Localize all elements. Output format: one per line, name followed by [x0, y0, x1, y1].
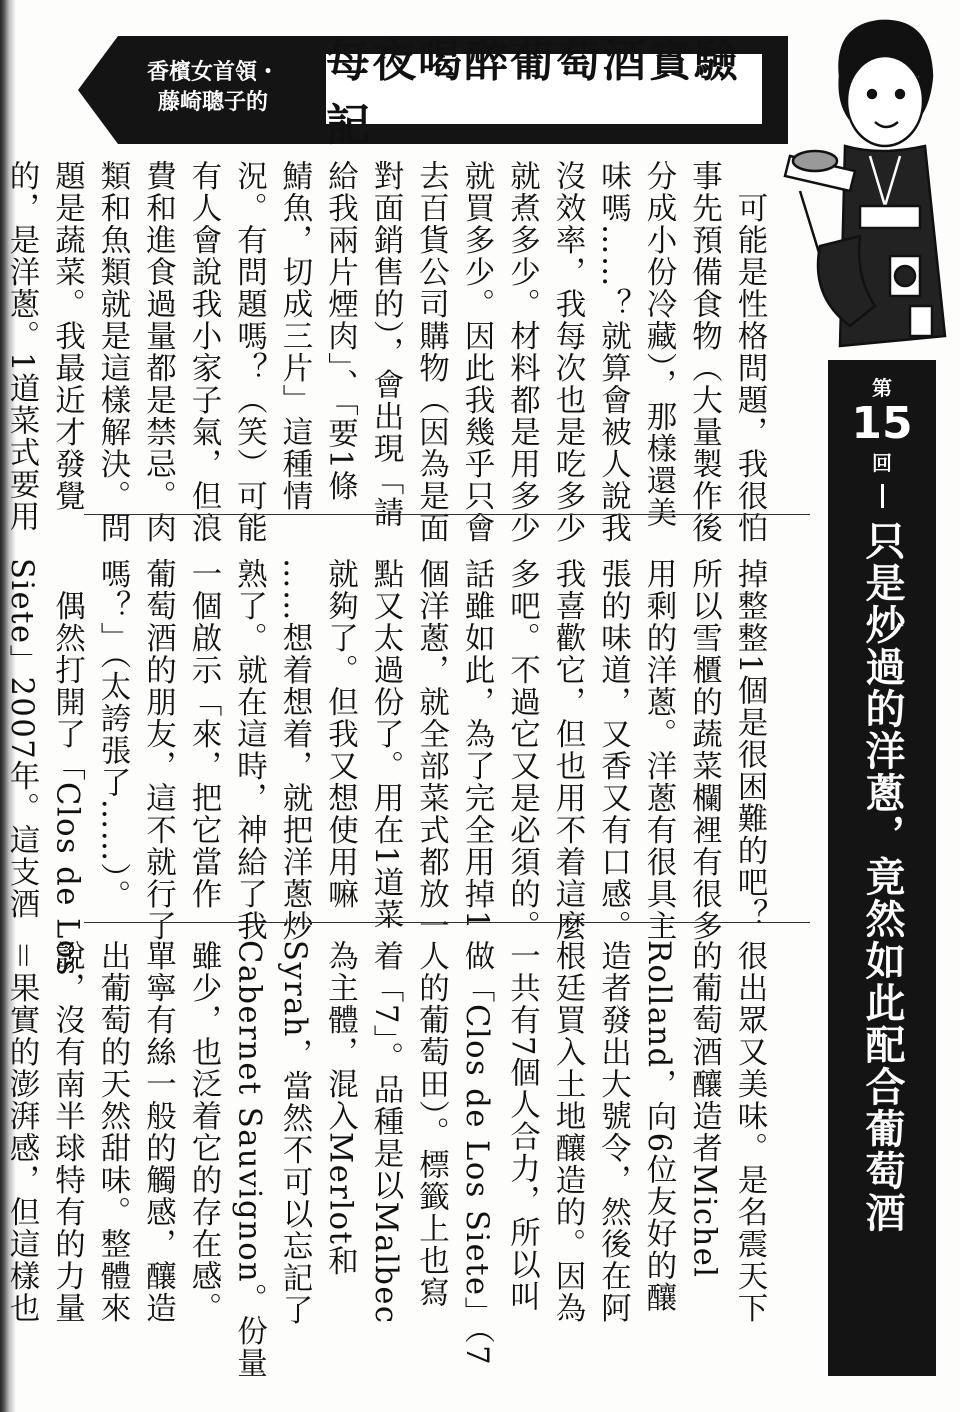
banner-title-box	[322, 36, 766, 151]
page-title: 每夜喝醉葡萄酒實驗記	[326, 36, 740, 151]
banner-subtitle-line2: 藤崎聰子的	[157, 90, 268, 115]
chapter-suffix: 回	[872, 451, 892, 475]
chapter-number-value: 15	[851, 398, 913, 449]
text-block-1: 可能是性格問題，我很怕 事先預備食物（大量製作後 分成小份冷藏），那樣還美 味嗎……？就算會被人說我 沒效率，我每次也是吃多少 就煮多少。材料都是用多少 就買多少。因此我幾乎只會 去百貨公司購物（因為是面 對面銷售的），會出現「請 給我兩片煙肉」、「要1條 鯖魚，切成三片」這種情 況。有問題嗎？（笑）可能 有人會說我小家子氣，但浪 費和進食過量都是禁忌。肉 類和魚類就是這樣解決。問 題是蔬菜。我最近才發覺 的，是洋蔥。1道菜式要用	[4, 160, 767, 544]
banner-subtitle-line1: 香檳女首領・	[146, 60, 279, 85]
text-block-2: 掉整整1個是很困難的吧？ 所以雪櫃的蔬菜欄裡有很多 用剩的洋蔥。洋蔥有很具主 張的味道，又香又有口感。 我喜歡它，但也用不着這麼 多吧。不過它又是必須的。 話雖如此，為了完全用掉1 個洋蔥，就全部菜式都放一 點又太過份了。用在1道菜 就夠了。但我又想使用嘛 ……想着想着，就把洋蔥炒 熟了。就在這時，神給了我 一個啟示「來，把它當作 葡萄酒的朋友，這不就行了 嗎？」（太誇張了……）。 偶然打開了「Clos de Los Siete」2007年。這支酒	[4, 558, 767, 977]
text-block-3: 很出眾又美味。是名震天下 的葡萄酒釀造者Michel Rolland，向6位友好的釀 造者發出大號令，然後在阿 根廷買入土地釀造的。因為 一共有7個人合力，所以叫 做「Clos de Los Siete」（7 人的葡萄田）。標籤上也寫 着「7」。品種是以Malbec 為主體，混入Merlot和 Syrah，當然不可以忘記了 Cabernet Sauvignon。份量 雖少，也泛着它的存在感。 單寧有絲一般的觸感，釀造 出葡萄的天然甜味。整體來 說，沒有南半球特有的力量 ＝果實的澎湃感，但這樣也	[4, 940, 767, 1380]
chapter-prefix: 第	[872, 376, 892, 400]
chapter-title: 只是炒過的洋蔥，竟然如此配合葡萄酒	[859, 520, 905, 1234]
divider-2	[84, 922, 810, 923]
chapter-number	[828, 372, 936, 476]
divider-1	[84, 514, 810, 515]
chapter-dash	[881, 484, 884, 508]
author-illustration	[780, 6, 950, 366]
banner-subtitle	[128, 58, 298, 118]
